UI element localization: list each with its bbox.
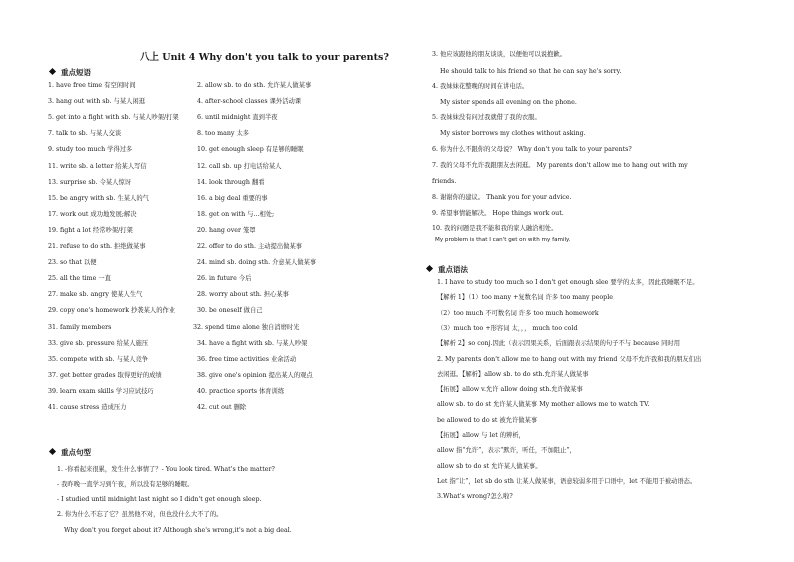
phrase-item: 26. in future 今后 [197,275,252,283]
phrase-item: 28. worry about sth. 担心某事 [197,291,289,299]
phrase-item: 2. allow sb. to do sth. 允许某人做某事 [197,82,312,89]
sentence-line: - I studied until midnight last night so I didn't get enough sleep. [57,496,262,503]
sentence-line: 2. 你为什么不忘了它？虽然他不对，但也没什么大不了的。 [57,511,223,518]
sentence-line: 5. 我妹妹没有问过我就借了我的衣服。 [432,114,541,121]
grammar-line: 2. My parents don't allow me to hang out with my friend 父母不允许我和我的朋友们出 [437,355,702,363]
phrase-item: 3. hang out with sb. 与某人闲逛 [48,98,146,106]
sentence-line: Why don't you forget about it? Although she's wrong,it's not a big deal. [64,527,292,534]
phrase-item: 9. study too much 学得过多 [48,146,133,154]
phrase-item: 35. compete with sb. 与某人竞争 [48,355,149,363]
diamond-bullet-icon [426,265,433,272]
phrase-item: 18. get on with 与...相处; [197,210,275,218]
phrase-item: 33. give sb. pressure 给某人施压 [48,339,149,347]
phrase-item: 16. a big deal 重要的事 [197,194,268,202]
phrase-item: 38. give one's opinion 提出某人的观点 [197,371,313,379]
grammar-heading: 重点语法 [427,264,468,275]
grammar-line: 1. I have to study too much so I don't get enough slee 要学的太多，因此我睡眠不足。 [437,279,699,286]
phrase-item: 6. until midnight 直到半夜 [197,114,278,122]
sentence-line: 4. 我妹妹花整晚的时间在讲电话。 [432,83,529,90]
phrase-item: 1. have free time 有空闲时间 [48,82,136,89]
phrase-item: 30. be oneself 做自己 [197,307,263,315]
phrase-item: 10. get enough sleep 有足够的睡眠 [197,146,304,154]
phrase-item: 11. write sb. a letter 给某人写信 [48,162,147,170]
phrase-item: 29. copy one's homework 抄袭某人的作业 [48,307,176,315]
phrase-item: 17. work out 成功地发展;解决 [48,210,137,218]
phrase-item: 25. all the time 一直 [48,275,111,283]
diamond-bullet-icon [49,448,56,455]
phrase-item: 20. hang over 笼罩 [197,226,256,234]
sentence-line: My sister spends all evening on the phone. [440,99,577,106]
grammar-line: 【拓展】allow v.允许 allow doing sth.允许做某事 [437,386,583,394]
sentence-line: 8. 谢谢你的建议。 Thank you for your advice. [432,194,572,201]
sentence-line: friends. [432,178,457,185]
phrase-item: 5. get into a fight with sb. 与某人吵架/打架 [48,114,179,122]
page-title: 八上 Unit 4 Why don't you talk to your parents? [140,52,389,63]
grammar-line: allow 指“允许”，表示“默许，听任，不加阻止”， [437,447,576,455]
phrase-item: 27. make sb. angry 使某人生气 [48,291,143,299]
sentence-line: 7. 我的父母不允许我跟朋友去闲逛。 My parents don't allow me to hang out with my [432,162,688,169]
phrase-item: 36. free time activities 业余活动 [197,355,297,363]
grammar-line: be allowed to do st 被允许做某事 [437,416,538,424]
grammar-line: （3）much too +形容词 太，，， much too cold [437,324,578,332]
grammar-line: Let 指“让”，let sb do sth 让某人做某事，语意较弱多用于口语中，let 不能用于被动语态。 [437,477,697,485]
phrase-item: 40. practice sports 体育训练 [197,387,285,395]
sentence-line: My sister borrows my clothes without asking. [440,130,586,137]
grammar-line: 3.What's wrong?怎么啦? [437,493,513,501]
phrase-item: 37. get better grades 取得更好的成绩 [48,371,162,379]
grammar-line: 【解析 1】（1）too many +复数名词 许多 too many people [437,294,613,302]
phrase-item: 4. after-school classes 课外活动课 [197,98,302,106]
phrase-item: 19. fight a lot 经常吵架/打架 [48,226,133,234]
sentence-line: He should talk to his friend so that he can say he's sorry. [440,68,622,75]
phrase-item: 39. learn exam skills 学习应试技巧 [48,387,154,395]
phrase-item: 15. be angry with sb. 生某人的气 [48,194,149,202]
phrase-item: 23. so that 以便 [48,259,97,267]
sentence-line: 1. -你看起来很累，发生什么事情了？- You look tired. What's the matter? [57,466,275,473]
phrase-item: 32. spend time alone 独自消磨时光 [193,323,300,331]
sentence-line: 3. 他应该跟他的朋友谈谈，以便他可以说抱歉。 [432,51,566,58]
diamond-bullet-icon [49,68,56,75]
phrase-item: 8. too many 太多 [197,130,250,138]
phrase-item: 13. surprise sb. 令某人惊讶 [48,178,132,186]
phrase-item: 41. cause stress 造成压力 [48,404,127,411]
grammar-line: 去闲逛。【解析】allow sb. to do sth.允许某人做某事 [437,370,589,378]
phrase-item: 24. mind sb. doing sth. 介意某人做某事 [197,259,317,267]
phrase-item: 34. have a fight with sb. 与某人吵架 [197,339,308,347]
grammar-line: allow sb to do st 允许某人做某事。 [437,462,542,470]
phrases-heading: 重点短语 [50,67,91,78]
phrase-item: 14. look through 翻看 [197,178,265,186]
sentence-line: 9. 希望事情能解决。 Hope things work out. [432,210,564,217]
phrase-item: 22. offer to do sth. 主动提出做某事 [197,243,303,250]
sentence-line: My problem is that I can't get on with my family. [435,237,571,243]
sentence-line: 6. 你为什么不跟你的父母说？ Why don't you talk to your parents? [432,146,632,153]
grammar-line: allow sb. to do st 允许某人做某事 My mother allows me to watch TV. [437,401,650,409]
grammar-line: （2）too much 不可数名词 许多 too much homework [437,309,599,317]
grammar-line: 【解析 2】so conj.因此（表示因果关系，后面跟表示结果的句子不与 because 同时用 [437,340,681,348]
phrase-item: 42. cut out 删除 [197,404,247,411]
phrase-item: 7. talk to sb. 与某人交谈 [48,130,122,138]
sentence-line: 10. 我的问题是我不能和我的家人融洽相处。 [432,225,558,232]
phrase-item: 31. family members [48,323,112,331]
sentence-line: - 我昨晚一直学习到午夜，所以没有足够的睡眠。 [57,481,194,488]
phrase-item: 21. refuse to do sth. 拒绝做某事 [48,243,146,250]
grammar-line: 【拓展】allow 与 let 的辨析， [437,432,525,439]
sentences-heading: 重点句型 [50,447,91,458]
phrase-item: 12. call sb. up 打电话给某人 [197,162,282,170]
